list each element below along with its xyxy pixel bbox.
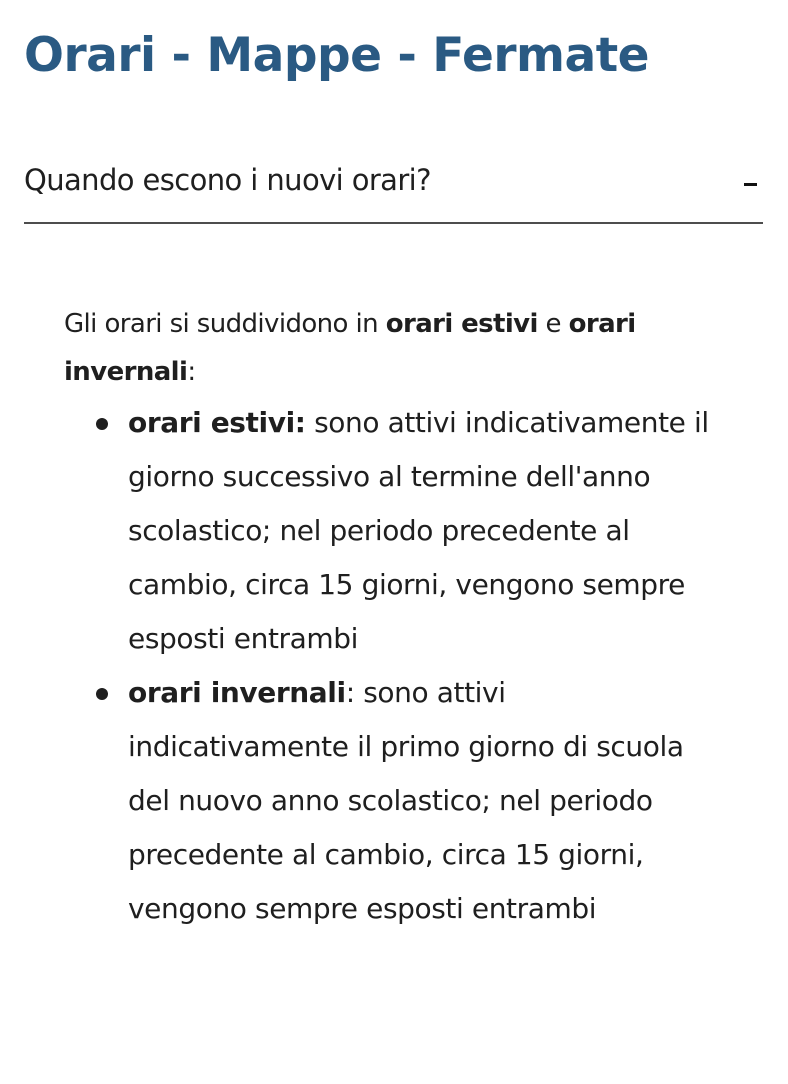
collapse-toggle-button[interactable] [741, 162, 763, 202]
bullet-icon [96, 688, 108, 700]
intro-prefix: Gli orari si suddividono in [64, 309, 386, 339]
minus-icon [744, 183, 757, 186]
list-item-summer [64, 396, 724, 666]
bullet-icon [96, 418, 108, 430]
page-title: Orari - Mappe - Fermate [24, 28, 650, 83]
intro-bold-winter: orari invernali [64, 309, 636, 387]
list-item-winter [64, 666, 724, 936]
faq-answer [64, 300, 724, 936]
faq-accordion-header[interactable] [24, 140, 763, 224]
faq-question: Quando escono i nuovi orari? [24, 163, 431, 197]
item-term: orari invernali [128, 676, 346, 709]
season-list [64, 396, 724, 936]
item-text: : sono attivi indicativamente il primo giorno di scuola del nuovo anno scolastico; nel periodo precedente al cambio, circa 15 giorni, vengono sempre esposti entrambi [128, 676, 684, 925]
intro-bold-summer: orari estivi [385, 309, 538, 339]
item-text: sono attivi indicativamente il giorno successivo al termine dell'anno scolastico; nel periodo precedente al cambio, circa 15 giorni, vengono sempre esposti entrambi [128, 406, 709, 655]
intro-suffix: : [187, 357, 196, 387]
item-term: orari estivi: [128, 406, 306, 439]
intro-middle: e [537, 309, 569, 339]
answer-intro [64, 300, 724, 396]
